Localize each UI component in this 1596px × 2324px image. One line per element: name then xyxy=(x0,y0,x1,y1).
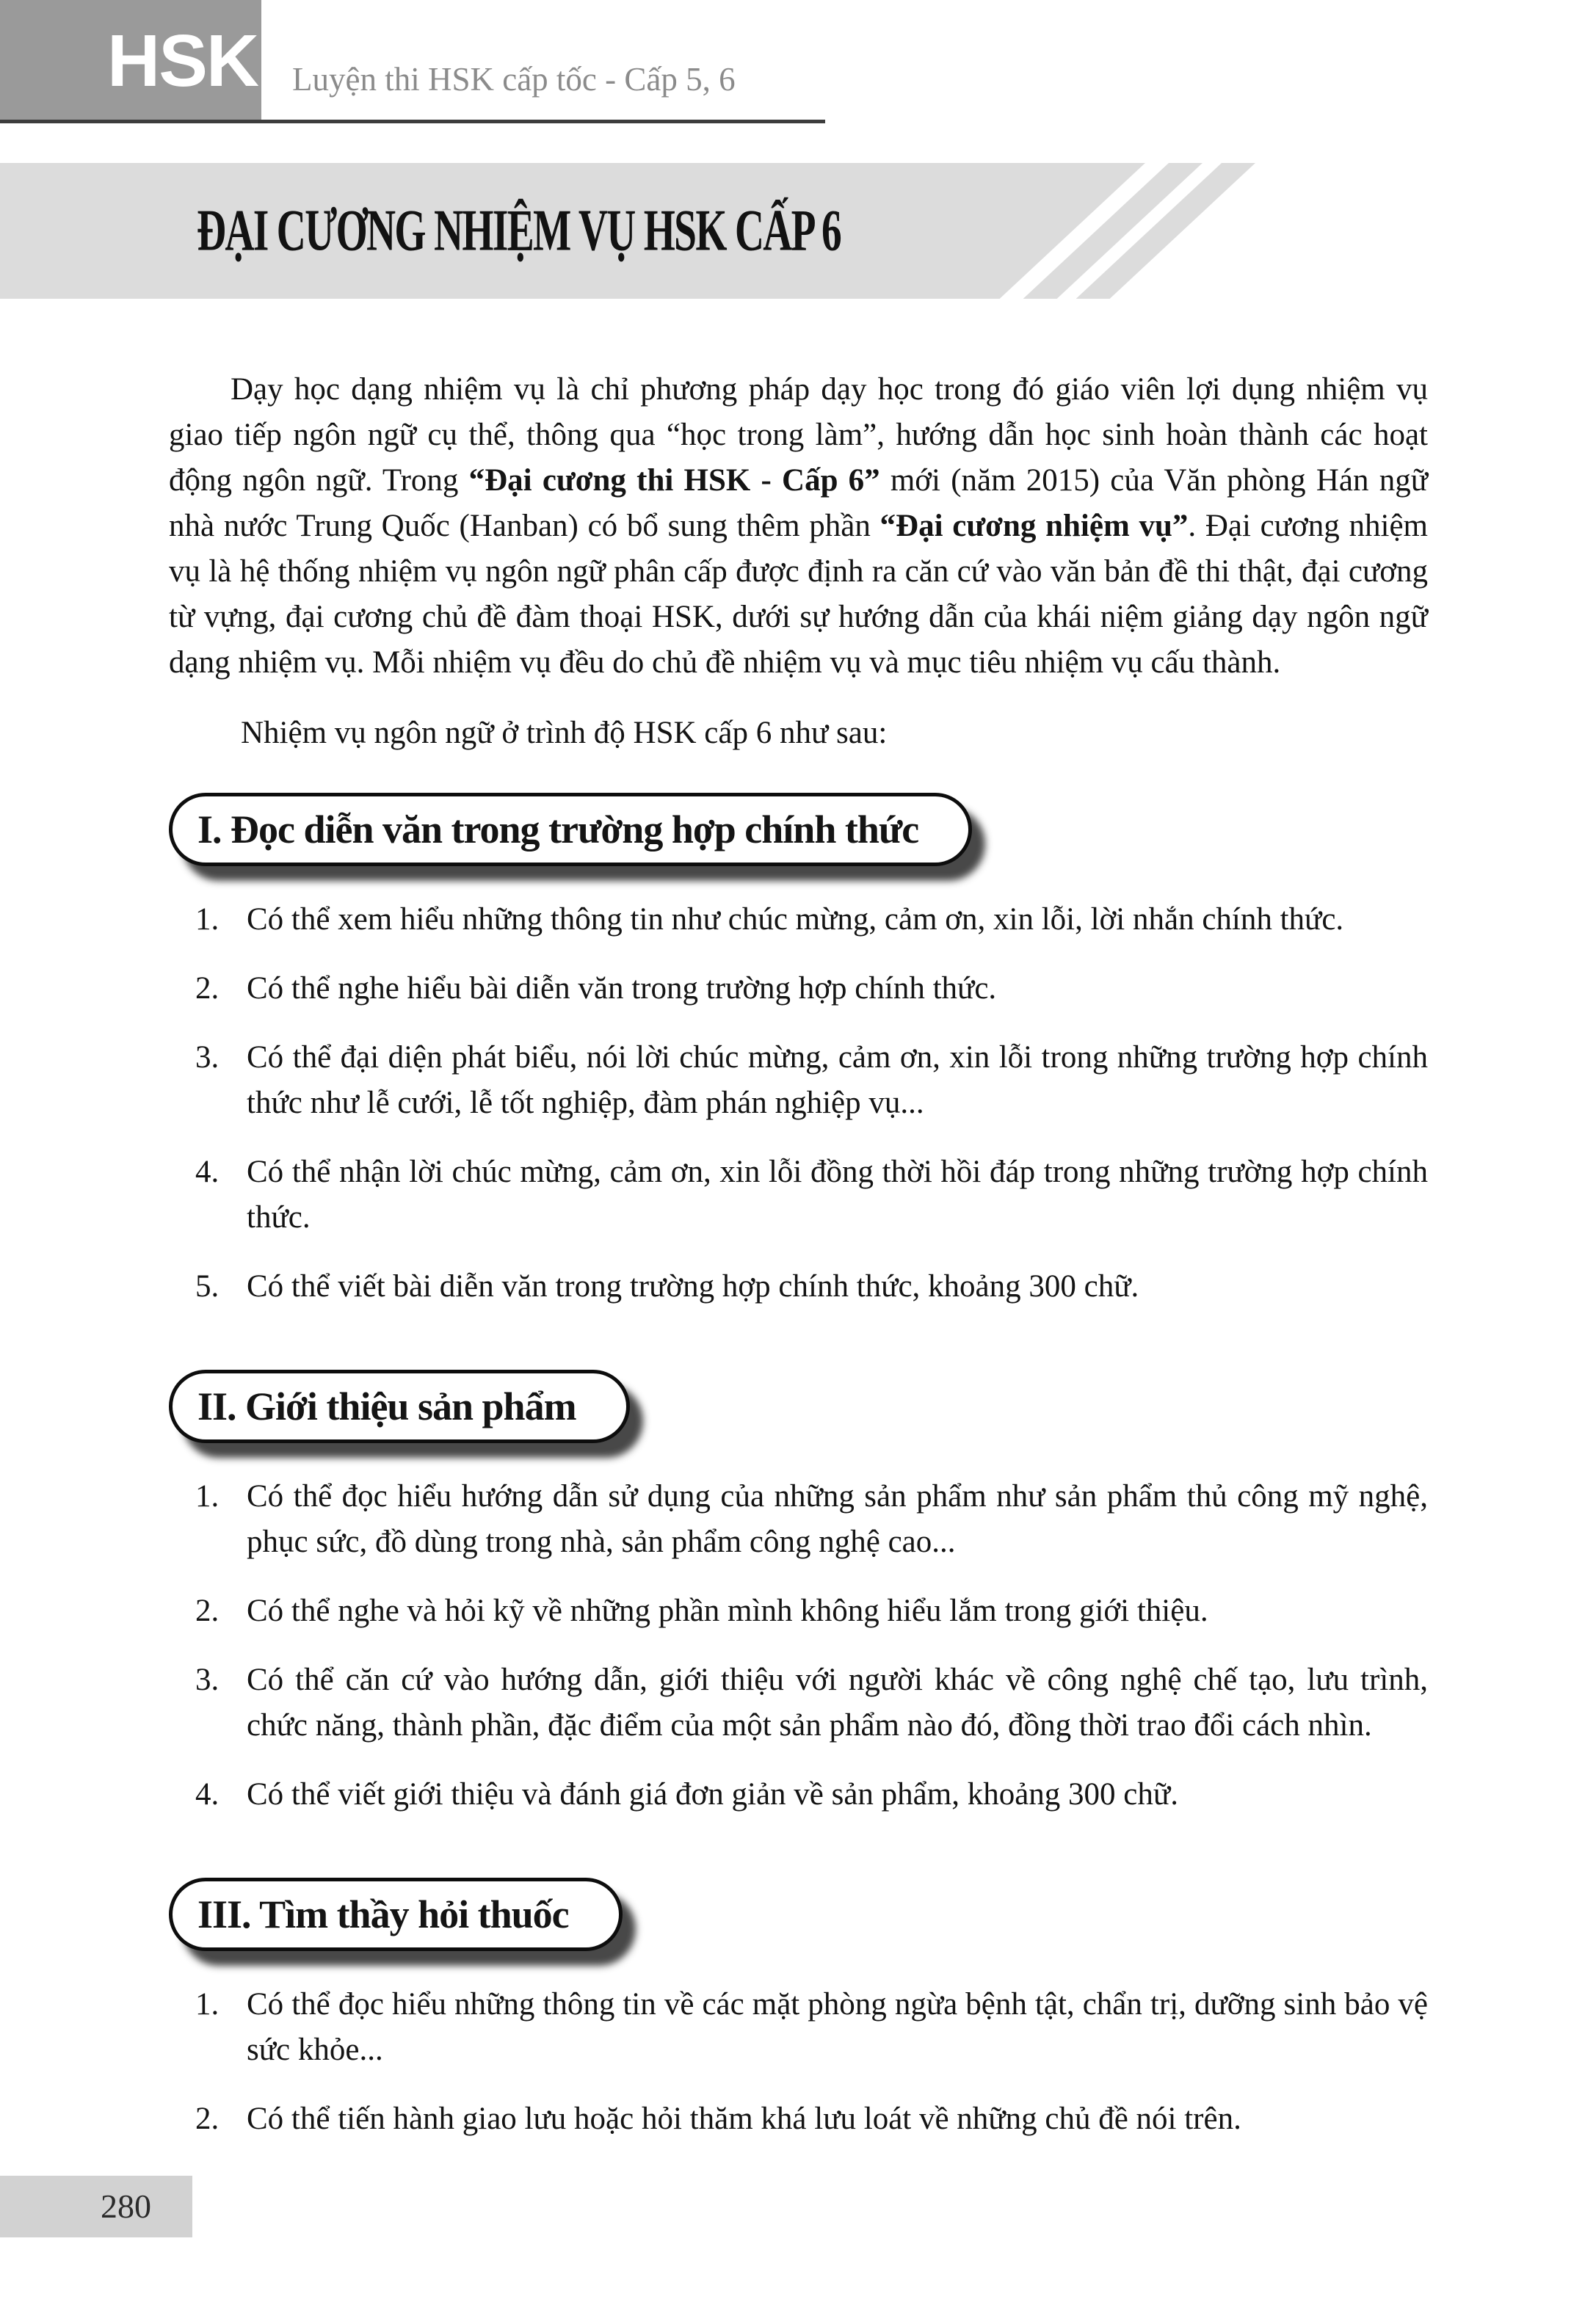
task-list-item xyxy=(169,1657,1428,1749)
item-text: Có thể nhận lời chúc mừng, cảm ơn, xin lỗi đồng thời hồi đáp trong những trường hợp chính thức. xyxy=(247,1155,1428,1235)
section-block xyxy=(169,1841,1428,2142)
intro-text-run: Dạy học dạng nhiệm vụ là chỉ phương pháp dạy học trong đó giáo viên lợi dụng nhiệm vụ giao tiếp ngôn ngữ cụ thể, thông qua “học trong làm”, hướng dẫn học sinh hoàn thành các hoạt động ngôn ngữ. Trong xyxy=(169,372,1428,498)
intro-paragraph xyxy=(169,367,1428,686)
task-list xyxy=(169,897,1428,1310)
item-number: 1. xyxy=(195,1479,220,1514)
item-number: 4. xyxy=(195,1777,220,1812)
running-head-title: Luyện thi HSK cấp tốc - Cấp 5, 6 xyxy=(292,61,736,98)
task-list-item xyxy=(169,1264,1428,1310)
task-list-item xyxy=(169,1588,1428,1634)
item-text: Có thể nghe hiểu bài diễn văn trong trường hợp chính thức. xyxy=(247,971,997,1006)
section-heading-pill xyxy=(169,1878,623,1951)
intro-bold-run: “Đại cương thi HSK - Cấp 6” xyxy=(468,463,880,498)
item-text: Có thể căn cứ vào hướng dẫn, giới thiệu với người khác về công nghệ chế tạo, lưu trình, chức năng, thành phần, đặc điểm của một sản phẩm nào đó, đồng thời trao đổi cách nhìn. xyxy=(247,1663,1428,1743)
item-number: 2. xyxy=(195,2102,220,2136)
section-heading-pill xyxy=(169,793,972,866)
task-list-item xyxy=(169,966,1428,1012)
header-rule xyxy=(0,120,825,123)
page-number: 280 xyxy=(101,2187,151,2225)
task-list-item xyxy=(169,1474,1428,1565)
item-number: 2. xyxy=(195,1594,220,1628)
banner-title-wrap xyxy=(197,163,963,299)
task-list xyxy=(169,1982,1428,2142)
item-text: Có thể viết giới thiệu và đánh giá đơn giản về sản phẩm, khoảng 300 chữ. xyxy=(247,1777,1178,1812)
item-number: 2. xyxy=(195,971,220,1006)
item-text: Có thể viết bài diễn văn trong trường hợp chính thức, khoảng 300 chữ. xyxy=(247,1269,1139,1304)
item-text: Có thể tiến hành giao lưu hoặc hỏi thăm khá lưu loát về những chủ đề nói trên. xyxy=(247,2102,1241,2136)
item-text: Có thể đại diện phát biểu, nói lời chúc mừng, cảm ơn, xin lỗi trong những trường hợp chính thức như lễ cưới, lễ tốt nghiệp, đàm phán nghiệp vụ... xyxy=(247,1040,1428,1120)
item-number: 5. xyxy=(195,1269,220,1304)
intro-bold-run: “Đại cương nhiệm vụ” xyxy=(879,509,1189,543)
hsk-logo-box xyxy=(0,0,261,122)
hsk-logo: HSK xyxy=(107,20,258,102)
page-number-box xyxy=(0,2176,192,2237)
section-heading-label: II. Giới thiệu sản phẩm xyxy=(197,1384,576,1428)
intro-text-run: . Đại cương nhiệm vụ là hệ thống nhiệm vụ ngôn ngữ phân cấp được định ra căn cứ vào văn bản đề thi thật, đại cương từ vựng, đại cương chủ đề đàm thoại HSK, dưới sự hướng dẫn của khái niệm giảng dạy ngôn ngữ dạng nhiệm vụ. Mỗi nhiệm vụ đều do chủ đề nhiệm vụ và mục tiêu nhiệm vụ cấu thành. xyxy=(169,509,1428,680)
item-number: 3. xyxy=(195,1040,220,1075)
task-list-item xyxy=(169,897,1428,943)
task-list-item xyxy=(169,1035,1428,1126)
sections-container xyxy=(169,756,1428,2142)
item-number: 1. xyxy=(195,1987,220,2022)
task-list-item xyxy=(169,1982,1428,2073)
lead-in-paragraph: Nhiệm vụ ngôn ngữ ở trình độ HSK cấp 6 như sau: xyxy=(241,716,888,750)
item-text: Có thể đọc hiểu hướng dẫn sử dụng của những sản phẩm như sản phẩm thủ công mỹ nghệ, phục sức, đồ dùng trong nhà, sản phẩm công nghệ cao... xyxy=(247,1479,1428,1559)
section-block xyxy=(169,756,1428,1310)
item-number: 4. xyxy=(195,1155,220,1189)
section-heading-pill xyxy=(169,1370,630,1443)
task-list-item xyxy=(169,1150,1428,1241)
item-number: 3. xyxy=(195,1663,220,1697)
intro-text-run: mới (năm 2015) của Văn phòng Hán ngữ nhà nước Trung Quốc (Hanban) có bổ sung thêm phần xyxy=(169,463,1428,543)
section-heading-label: III. Tìm thầy hỏi thuốc xyxy=(197,1892,569,1936)
task-list xyxy=(169,1474,1428,1818)
task-list-item xyxy=(169,2096,1428,2142)
item-text: Có thể đọc hiểu những thông tin về các mặt phòng ngừa bệnh tật, chẩn trị, dưỡng sinh bảo vệ sức khỏe... xyxy=(247,1987,1428,2067)
chapter-banner xyxy=(0,163,1596,299)
page-content xyxy=(169,367,1428,2165)
item-text: Có thể nghe và hỏi kỹ về những phần mình không hiểu lắm trong giới thiệu. xyxy=(247,1594,1208,1628)
section-heading-label: I. Đọc diễn văn trong trường hợp chính thức xyxy=(197,807,919,851)
item-text: Có thể xem hiểu những thông tin như chúc mừng, cảm ơn, xin lỗi, lời nhắn chính thức. xyxy=(247,902,1344,937)
item-number: 1. xyxy=(195,902,220,937)
task-list-item xyxy=(169,1772,1428,1818)
chapter-title: ĐẠI CƯƠNG NHIỆM VỤ HSK CẤP 6 xyxy=(197,197,841,264)
section-block xyxy=(169,1333,1428,1818)
